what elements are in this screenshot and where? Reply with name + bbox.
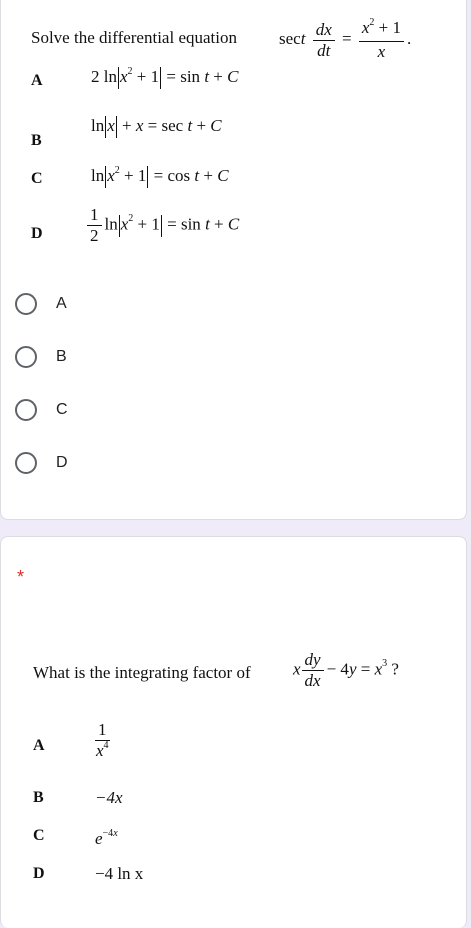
q2-option-d-label: D xyxy=(33,865,45,882)
q2-option-b-math: −4x xyxy=(95,788,123,807)
choice-d-text: D xyxy=(56,454,68,471)
question-card-2 xyxy=(0,536,467,928)
option-c-label: C xyxy=(31,170,43,187)
q2-option-a-math: $\frac{1}{x^4}$ xyxy=(96,720,109,760)
option-c-math: $\ln x^2 + 1 = \cos t + C$ xyxy=(91,166,229,188)
radio-choice-d[interactable] xyxy=(15,452,37,474)
q2-option-b-label: B xyxy=(33,789,44,806)
option-b-label: B xyxy=(31,132,42,149)
question-1-equation: sect $\frac{dx}{dt}$ = $\frac{x^2 + 1}{x}$ . xyxy=(279,17,412,61)
option-d-math: $\frac{1}{2}$ $\ln x^2 + 1 = \sin t + C$ xyxy=(87,205,239,246)
choice-c-text: C xyxy=(56,401,68,418)
question-mark: ? xyxy=(391,659,399,679)
choice-b-text: B xyxy=(56,348,67,365)
option-a-math: 2 $\ln x^2 + 1 = \sin t + C$ xyxy=(91,67,238,89)
radio-choice-a[interactable] xyxy=(15,293,37,315)
question-2-equation: x $\frac{dy}{dx}$ − $4y = x^3$ ? xyxy=(293,650,399,690)
option-d-label: D xyxy=(31,225,43,242)
q2-option-c-math: $e^{-4x}$ xyxy=(95,828,118,848)
required-asterisk: * xyxy=(17,567,25,587)
q2-option-c-label: C xyxy=(33,827,45,844)
radio-choice-b[interactable] xyxy=(15,346,37,368)
q2-option-d-math: −4 ln x xyxy=(95,864,144,883)
option-b-math: ln x + x = sec t + C xyxy=(91,116,222,138)
radio-choice-c[interactable] xyxy=(15,399,37,421)
question-1-prompt: Solve the differential equation xyxy=(31,28,237,47)
option-a-label: A xyxy=(31,72,43,89)
q2-option-a-label: A xyxy=(33,737,45,754)
question-2-prompt: What is the integrating factor of xyxy=(33,663,251,682)
choice-a-text: A xyxy=(56,295,67,312)
